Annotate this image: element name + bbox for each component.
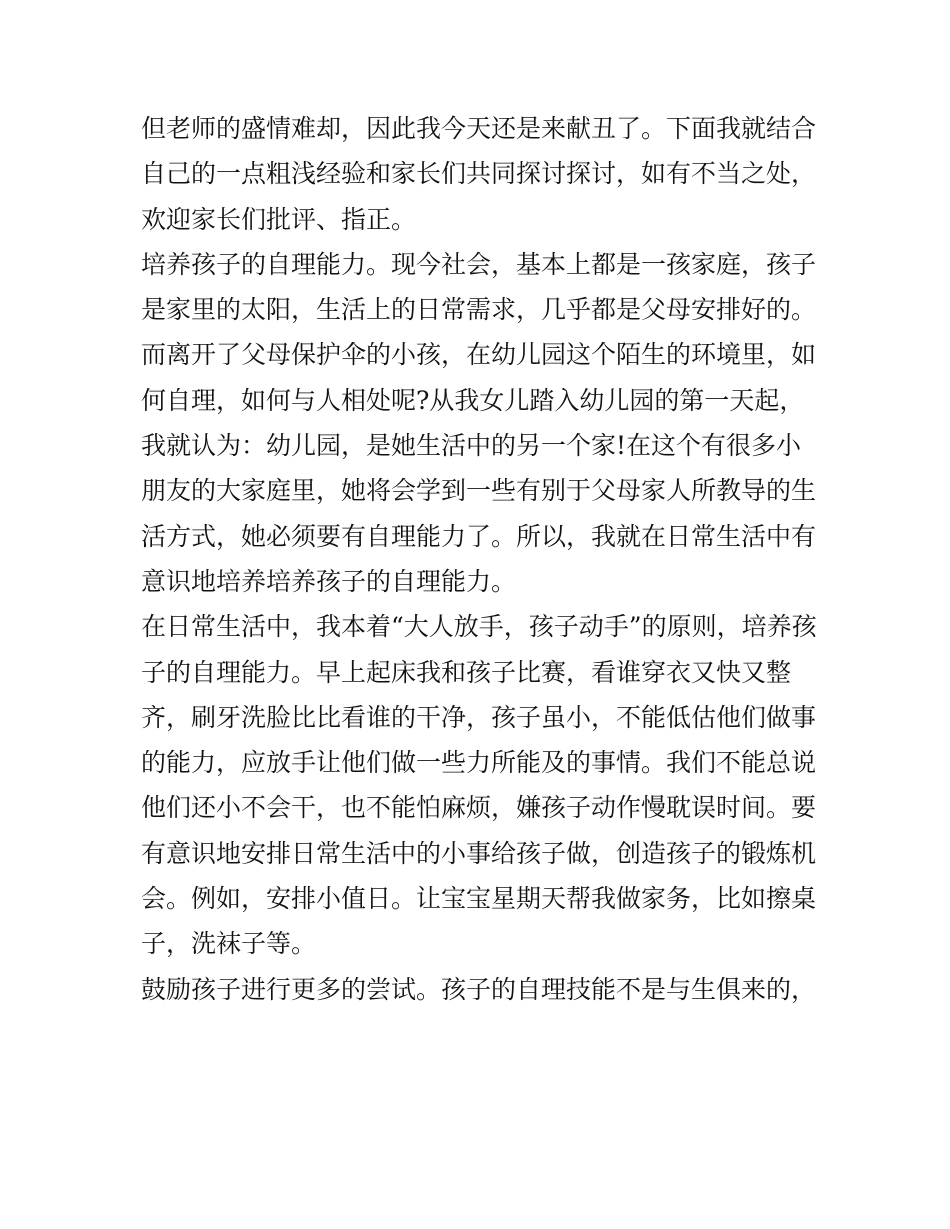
text-line: 子，洗袜子等。 xyxy=(141,929,317,959)
text-line: 朋友的大家庭里，她将会学到一些有别于父母家人所教导的生 xyxy=(141,476,817,506)
text-line: 鼓励孩子进行更多的尝试。孩子的自理技能不是与生俱来的， xyxy=(141,974,817,1004)
text-line: 齐，刷牙洗脸比比看谁的干净，孩子虽小，不能低估他们做事 xyxy=(141,702,817,732)
text-line: 而离开了父母保护伞的小孩，在幼儿园这个陌生的环境里，如 xyxy=(141,340,817,370)
text-line: 的能力，应放手让他们做一些力所能及的事情。我们不能总说 xyxy=(141,748,817,778)
text-line: 意识地培养培养孩子的自理能力。 xyxy=(141,566,517,596)
text-line: 自己的一点粗浅经验和家长们共同探讨探讨，如有不当之处， xyxy=(141,159,817,189)
text-line: 子的自理能力。早上起床我和孩子比赛，看谁穿衣又快又整 xyxy=(141,657,792,687)
text-line: 我就认为：幼儿园，是她生活中的另一个家!在这个有很多小 xyxy=(141,431,802,461)
text-line: 他们还小不会干，也不能怕麻烦，嫌孩子动作慢耽误时间。要 xyxy=(141,793,817,823)
text-line: 是家里的太阳，生活上的日常需求，几乎都是父母安排好的。 xyxy=(141,295,817,325)
text-line: 在日常生活中，我本着“大人放手，孩子动手”的原则，培养孩 xyxy=(141,612,817,642)
text-line: 但老师的盛情难却，因此我今天还是来献丑了。下面我就结合 xyxy=(141,114,817,143)
text-line: 培养孩子的自理能力。现今社会，基本上都是一孩家庭，孩子 xyxy=(141,249,817,279)
body-text xyxy=(141,106,821,1012)
text-line: 有意识地安排日常生活中的小事给孩子做，创造孩子的锻炼机 xyxy=(141,838,817,868)
text-line: 何自理，如何与人相处呢?从我女儿踏入幼儿园的第一天起， xyxy=(141,385,805,415)
text-line: 会。例如，安排小值日。让宝宝星期天帮我做家务，比如擦桌 xyxy=(141,884,817,914)
text-line: 活方式，她必须要有自理能力了。所以，我就在日常生活中有 xyxy=(141,521,817,551)
text-line: 欢迎家长们批评、指正。 xyxy=(141,204,417,234)
